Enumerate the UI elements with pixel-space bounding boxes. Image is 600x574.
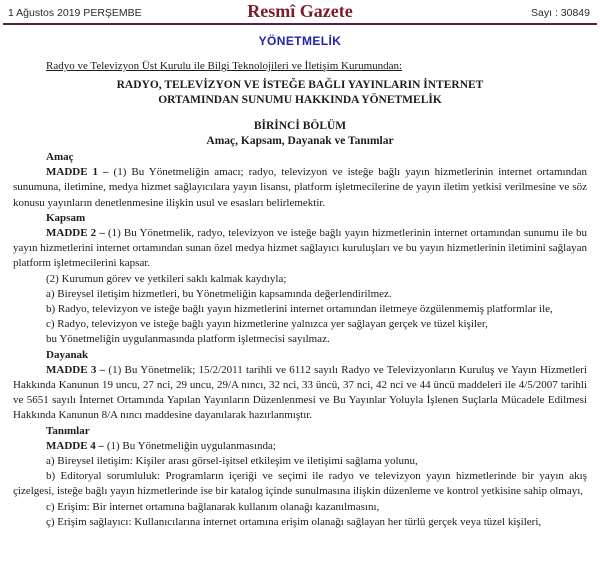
heading-dayanak-label: Dayanak [46,348,89,361]
article-madde-1 [13,165,587,211]
clause-text: c) Radyo, televizyon ve isteğe bağlı yayın hizmetlerine yalnızca yer sağlayan gerçek ve tüzel kişiler, [46,318,488,331]
article-madde-2 [13,226,587,272]
madde-1-label: MADDE 1 – [46,166,109,179]
madde-4-item-b [13,469,587,499]
publication-date: 1 Ağustos 2019 PERŞEMBE [8,7,142,19]
clause-text: bu Yönetmeliğin uygulanmasında platform işletmecisi sayılmaz. [46,333,330,346]
document-title [13,78,587,108]
article-madde-3 [13,363,587,424]
document-body [0,59,600,530]
madde-2-label: MADDE 2 – [46,227,105,240]
issue-number: Sayı : 30849 [531,7,590,19]
clause-text: c) Erişim: Bir internet ortamına bağlanarak kullanım olanağı kazanılmasını, [46,500,380,513]
articles [13,150,587,530]
madde-2-closing [13,332,587,347]
heading-amac-label: Amaç [46,151,74,163]
madde-4-item-c [13,500,587,515]
madde-4-item-cc [13,515,587,530]
heading-tanimlar-label: Tanımlar [46,424,90,437]
clause-text: b) Editoryal sorumluluk: Programların içeriği ve seçimi ile radyo ve televizyon yayın hizmetlerinde bir yayın akış çizelgesi, isteğe bağlı yayın hizmetlerinde ise bir katalog içinde sunulmasına ilişkin düzenleme ve kontrol yetkisine sahip olmayı, [13,470,587,498]
header-divider [3,23,597,25]
madde-3-label: MADDE 3 – [46,363,106,376]
masthead-title: Resmî Gazete [247,1,353,21]
clause-text: a) Bireysel iletişim hizmetleri, bu Yönetmeliğin kapsamında değerlendirilmez. [46,287,392,300]
section-label: YÖNETMELİK [258,34,342,48]
heading-kapsam-label: Kapsam [46,211,86,224]
madde-2-item-b [13,302,587,317]
document-title-line-2: ORTAMINDAN SUNUMU HAKKINDA YÖNETMELİK [158,94,442,106]
issuing-authority-line [13,59,587,74]
madde-4-label: MADDE 4 – [46,439,105,452]
chapter-subtitle: Amaç, Kapsam, Dayanak ve Tanımlar [206,135,394,147]
madde-4-text: (1) Bu Yönetmeliğin uygulanmasında; [104,439,276,452]
issuing-authority-text: Radyo ve Televizyon Üst Kurulu ile Bilgi Teknolojileri ve İletişim Kurumundan: [46,60,403,72]
madde-2-item-a [13,287,587,302]
chapter-heading: BİRİNCİ BÖLÜM [253,120,347,132]
heading-dayanak [13,348,587,363]
clause-text: b) Radyo, televizyon ve isteğe bağlı yayın hizmetlerini internet ortamından iletmeye özgülenmemiş platformlar ile, [46,303,553,316]
clause-text: (2) Kurumun görev ve yetkileri saklı kalmak kaydıyla; [46,272,287,285]
madde-1-text: (1) Bu Yönetmeliğin amacı; radyo, televizyon ve isteğe bağlı yayın hizmetlerinin internet ortamından sunumuna, iletimine, medya hizmet sağlayıcılara yayın lisansı, platform işletmecilerine de yayın iletim yetkisi verilmesine ve söz konusu yayınların denetlenmesine ilişkin usul ve esasları belirlemektir. [13,166,587,209]
heading-amac [13,150,587,165]
madde-2-text: (1) Bu Yönetmelik, radyo, televizyon ve isteğe bağlı yayın hizmetlerinin internet ortamından sunumu ile bu yayın hizmetlerini internet ortamından sunan özel medya hizmet sağlayıcı kuruluşları ve bu yayın hizmetlerinin iletimini sağlayan platform işletmecilerini kapsar. [13,227,587,270]
madde-4-item-a [13,454,587,469]
page-header [0,0,600,23]
heading-tanimlar [13,424,587,439]
madde-2-item-c [13,317,587,332]
madde-3-text: (1) Bu Yönetmelik; 15/2/2011 tarihli ve 6112 sayılı Radyo ve Televizyonların Kuruluş ve Yayın Hizmetleri Hakkında Kanunun 19 uncu, 27 nci, 29 uncu, 29/A nıncı, 32 nci, 33 üncü, 37 nci, 42 nci ve 44 üncü maddeleri ile 4/5/2007 tarihli ve 5651 sayılı İnternet Ortamında Yapılan Yayınların Düzenlenmesi ve Bu Yayınlar Yoluyla İşlenen Suçlarla Mücadele Edilmesi Hakkında Kanunun 8/A nıncı maddesine dayanılarak hazırlanmıştır. [13,363,587,422]
madde-2-clause-2 [13,272,587,287]
heading-kapsam [13,211,587,226]
article-madde-4 [13,439,587,454]
clause-text: a) Bireysel iletişim: Kişiler arası görsel-işitsel etkileşim ve iletişimi sağlama yolunu, [46,455,418,468]
document-title-line-1: RADYO, TELEVİZYON VE İSTEĞE BAĞLI YAYINLARIN İNTERNET [116,79,484,91]
clause-text: ç) Erişim sağlayıcı: Kullanıcılarına internet ortamına erişim olanağı sağlayan her türlü gerçek veya tüzel kişileri, [46,515,542,528]
